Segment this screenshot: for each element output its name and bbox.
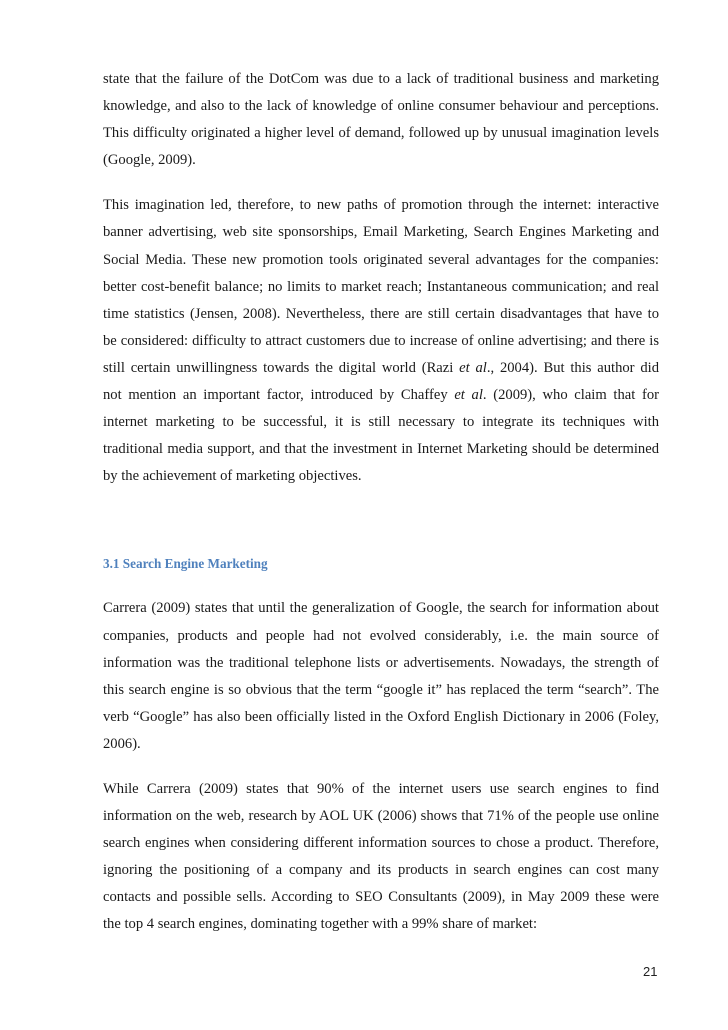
paragraph-google-generalization bbox=[103, 595, 659, 758]
text-fragment: ., 2004). But this author did bbox=[486, 359, 659, 376]
text-line: verb “Google” has also been officially listed in the Oxford English Dictionary in 2006 (Foley, bbox=[103, 708, 659, 725]
text-line: state that the failure of the DotCom was due to a lack of traditional business and marketing bbox=[103, 71, 659, 87]
text-line: search engines when considering different information sources to chose a product. Therefore, bbox=[103, 835, 659, 852]
text-fragment: . (2009), who claim that for bbox=[482, 387, 659, 404]
paragraph-new-promotion-paths bbox=[103, 192, 659, 490]
document-page bbox=[103, 66, 659, 939]
text-line: this search engine is so obvious that the term “google it” has replaced the term “search”. The bbox=[103, 681, 659, 698]
text-line: better cost-benefit balance; no limits to market reach; Instantaneous communication; and real bbox=[103, 278, 659, 295]
page-number: 21 bbox=[643, 964, 658, 979]
paragraph-dotcom-failure bbox=[103, 66, 659, 174]
text-line: banner advertising, web site sponsorships, Email Marketing, Search Engines Marketing and bbox=[103, 224, 659, 241]
text-line: While Carrera (2009) states that 90% of the internet users use search engines to find bbox=[103, 780, 659, 797]
text-line: knowledge, and also to the lack of knowledge of online consumer behaviour and perceptions. bbox=[103, 98, 659, 115]
text-line-with-citation bbox=[103, 355, 659, 382]
paragraph-search-engine-usage bbox=[103, 776, 659, 939]
text-line: contacts and possible sells. According to SEO Consultants (2009), in May 2009 these were bbox=[103, 889, 659, 906]
text-line: information on the web, research by AOL UK (2006) shows that 71% of the people use online bbox=[103, 808, 659, 825]
text-line: (Google, 2009). bbox=[103, 152, 196, 169]
citation-italic: et al bbox=[454, 387, 483, 404]
text-line: This difficulty originated a higher level of demand, followed up by unusual imagination levels bbox=[103, 125, 659, 142]
text-line: internet marketing to be successful, it is still necessary to integrate its techniques with bbox=[103, 414, 659, 431]
section-heading: 3.1 Search Engine Marketing bbox=[103, 556, 268, 572]
text-line-with-citation bbox=[103, 382, 659, 409]
text-line: information was the traditional telephone lists or advertisements. Nowadays, the strength of bbox=[103, 654, 659, 671]
text-line: Carrera (2009) states that until the generalization of Google, the search for information about bbox=[103, 600, 659, 617]
text-line: be considered: difficulty to attract customers due to increase of online advertising; and there is bbox=[103, 332, 659, 349]
citation-italic: et al bbox=[459, 359, 487, 376]
text-line: by the achievement of marketing objectives. bbox=[103, 468, 362, 485]
text-line: This imagination led, therefore, to new paths of promotion through the internet: interactive bbox=[103, 197, 659, 214]
text-line: companies, products and people had not evolved considerably, i.e. the main source of bbox=[103, 627, 659, 644]
text-line: traditional media support, and that the investment in Internet Marketing should be determined bbox=[103, 441, 659, 458]
text-line: 2006). bbox=[103, 735, 141, 752]
text-fragment: not mention an important factor, introduced by Chaffey bbox=[103, 387, 455, 404]
text-fragment: still certain unwillingness towards the digital world (Razi bbox=[103, 359, 460, 376]
text-line: Social Media. These new promotion tools originated several advantages for the companies: bbox=[103, 251, 659, 268]
text-line: the top 4 search engines, dominating together with a 99% share of market: bbox=[103, 916, 538, 933]
text-line: ignoring the positioning of a company and its products in search engines can cost many bbox=[103, 862, 659, 879]
text-line: time statistics (Jensen, 2008). Nevertheless, there are still certain disadvantages that have to bbox=[103, 305, 659, 322]
